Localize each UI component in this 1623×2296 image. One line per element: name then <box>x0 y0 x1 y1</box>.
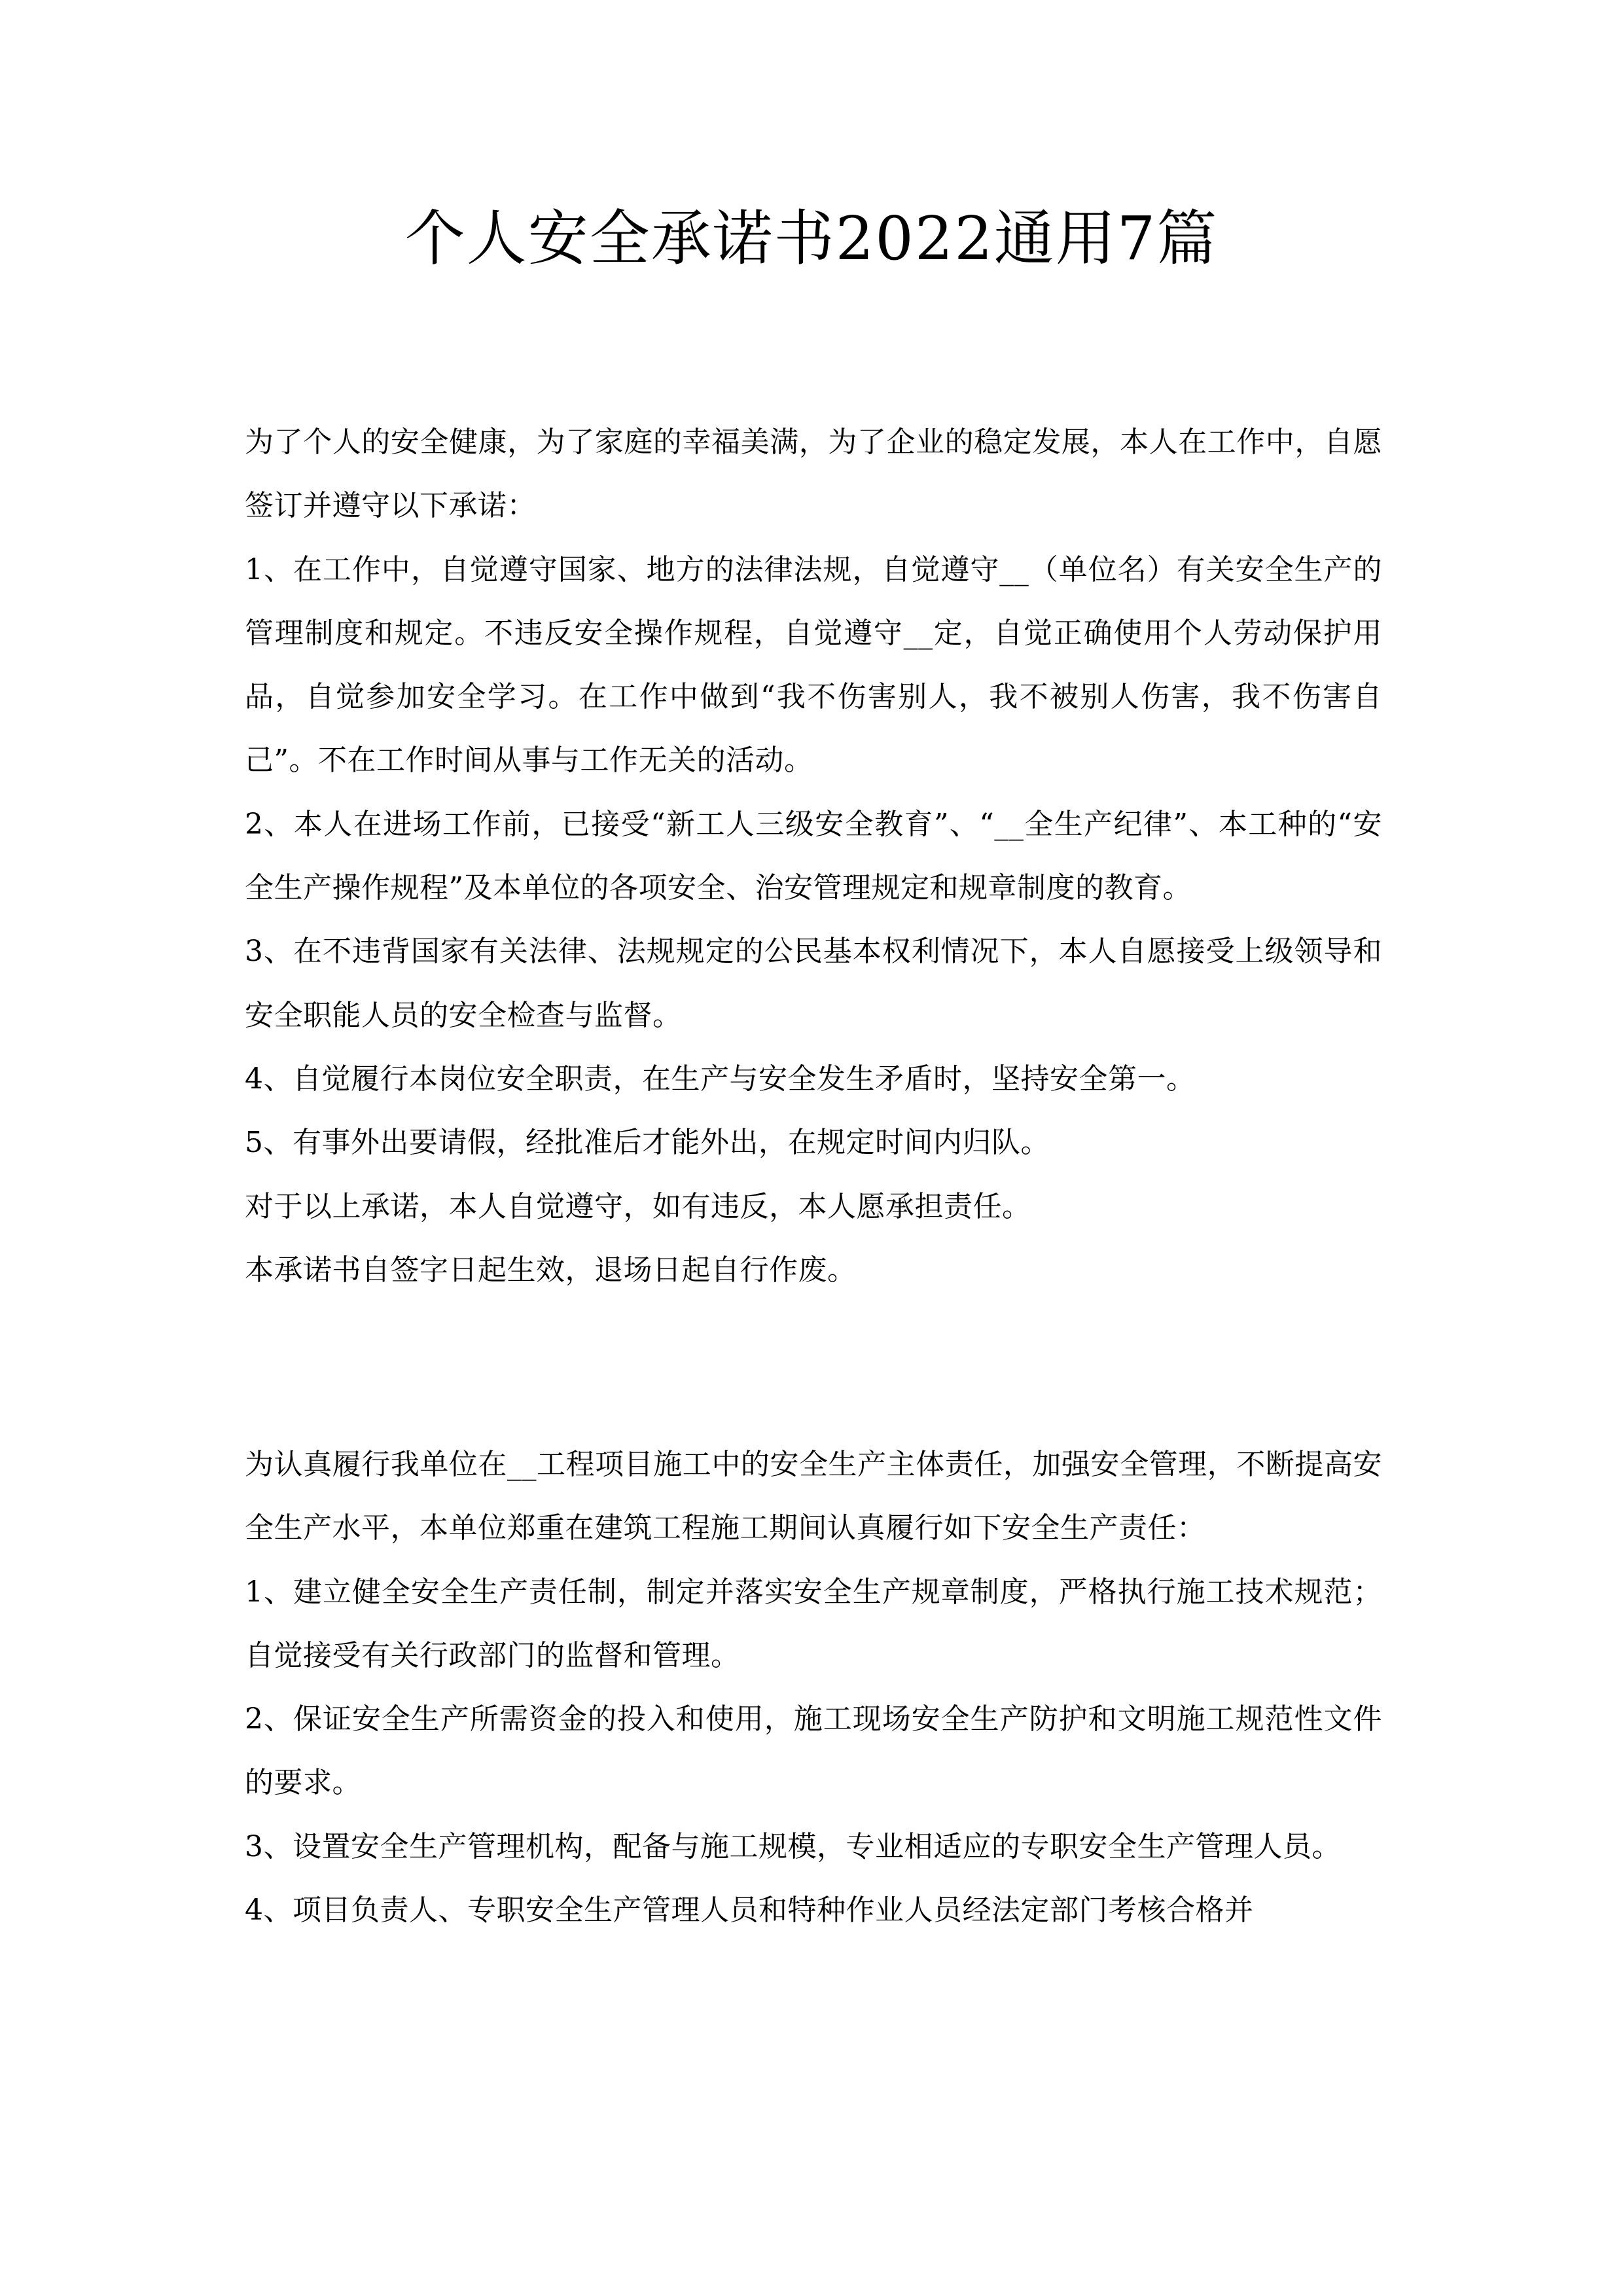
commitment-item-3: 3、在不违背国家有关法律、法规规定的公民基本权利情况下，本人自愿接受上级领导和安全职能人员的安全检查与监督。 <box>245 935 1382 1032</box>
commitment-item-2: 2、本人在进场工作前，已接受“新工人三级安全教育”、“__全生产纪律”、本工种的“安全生产操作规程”及本单位的各项安全、治安管理规定和规章制度的教育。 <box>245 807 1382 905</box>
responsibility-item-4: 4、项目负责人、专职安全生产管理人员和特种作业人员经法定部门考核合格并 <box>245 1893 1254 1928</box>
responsibility-item-2: 2、保证安全生产所需资金的投入和使用，施工现场安全生产防护和文明施工规范性文件的要求。 <box>245 1702 1382 1800</box>
closing-statement: 对于以上承诺，本人自觉遵守，如有违反，本人愿承担责任。 <box>245 1189 1031 1223</box>
document-title: 个人安全承诺书2022通用7篇 <box>404 204 1219 274</box>
commitment-item-4: 4、自觉履行本岗位安全职责，在生产与安全发生矛盾时，坚持安全第一。 <box>245 1062 1196 1096</box>
commitment-item-5: 5、有事外出要请假，经批准后才能外出，在规定时间内归队。 <box>245 1126 1050 1160</box>
responsibility-item-3: 3、设置安全生产管理机构，配备与施工规模，专业相适应的专职安全生产管理人员。 <box>245 1829 1341 1863</box>
section-unit-responsibility <box>245 1433 1382 1942</box>
section-personal-commitment <box>245 410 1382 1302</box>
intro-paragraph: 为了个人的安全健康，为了家庭的幸福美满，为了企业的稳定发展，本人在工作中，自愿签订并遵守以下承诺： <box>245 425 1382 523</box>
responsibility-item-1: 1、建立健全安全生产责任制，制定并落实安全生产规章制度，严格执行施工技术规范；自觉接受有关行政部门的监督和管理。 <box>245 1575 1382 1672</box>
validity-statement: 本承诺书自签字日起生效，退场日起自行作废。 <box>245 1253 857 1287</box>
unit-intro-paragraph: 为认真履行我单位在__工程项目施工中的安全生产主体责任，加强安全管理，不断提高安全生产水平，本单位郑重在建筑工程施工期间认真履行如下安全生产责任： <box>245 1448 1382 1545</box>
commitment-item-1: 1、在工作中，自觉遵守国家、地方的法律法规，自觉遵守__（单位名）有关安全生产的管理制度和规定。不违反安全操作规程，自觉遵守__定，自觉正确使用个人劳动保护用品，自觉参加安全学习。在工作中做到“我不伤害别人，我不被别人伤害，我不伤害自己”。不在工作时间从事与工作无关的活动。 <box>245 552 1382 778</box>
